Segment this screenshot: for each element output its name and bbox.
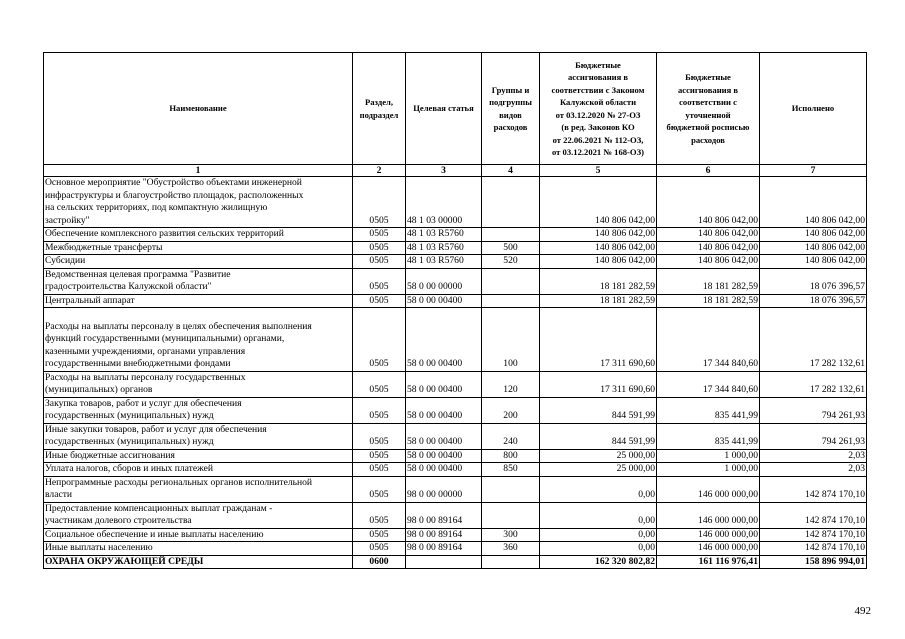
row-target [406, 555, 482, 569]
row-name: Центральный аппарат [44, 294, 353, 308]
row-refined-amount: 17 344 840,60 [657, 308, 760, 372]
row-executed-amount: 2,03 [760, 449, 867, 463]
row-group: 300 [482, 528, 540, 542]
row-law-amount: 18 181 282,59 [540, 294, 657, 308]
row-executed-amount: 158 896 994,01 [760, 555, 867, 569]
row-target: 58 0 00 00400 [406, 308, 482, 372]
row-executed-amount: 17 282 132,61 [760, 308, 867, 372]
table-row [44, 542, 867, 556]
row-executed-amount: 17 282 132,61 [760, 371, 867, 397]
row-name: Социальное обеспечение и иные выплаты населению [44, 528, 353, 542]
row-section: 0505 [353, 397, 406, 423]
row-name: Ведомственная целевая программа "Развитие градостроительства Калужской области" [44, 268, 353, 294]
row-section: 0505 [353, 294, 406, 308]
table-row [44, 228, 867, 242]
row-executed-amount: 140 806 042,00 [760, 228, 867, 242]
column-number-row [44, 165, 867, 177]
row-name: Иные выплаты населению [44, 542, 353, 556]
row-group: 100 [482, 308, 540, 372]
row-section: 0505 [353, 255, 406, 269]
row-name: Иные закупки товаров, работ и услуг для обеспечения государственных (муниципальных) нужд [44, 423, 353, 449]
row-name: Расходы на выплаты персоналу государственных (муниципальных) органов [44, 371, 353, 397]
table-row [44, 268, 867, 294]
row-name: Межбюджетные трансферты [44, 241, 353, 255]
table-row [44, 294, 867, 308]
row-section: 0505 [353, 476, 406, 502]
row-target: 58 0 00 00400 [406, 371, 482, 397]
row-executed-amount: 794 261,93 [760, 397, 867, 423]
row-target: 48 1 03 R5760 [406, 228, 482, 242]
col-number: 7 [760, 165, 867, 177]
table-row [44, 397, 867, 423]
row-refined-amount: 146 000 000,00 [657, 502, 760, 528]
row-name: Обеспечение комплексного развития сельских территорий [44, 228, 353, 242]
row-name: Уплата налогов, сборов и иных платежей [44, 463, 353, 477]
row-refined-amount: 1 000,00 [657, 449, 760, 463]
row-law-amount: 140 806 042,00 [540, 241, 657, 255]
row-law-amount: 0,00 [540, 528, 657, 542]
row-group [482, 268, 540, 294]
row-group [482, 177, 540, 228]
page-number: 492 [854, 605, 871, 617]
row-executed-amount: 18 076 396,57 [760, 294, 867, 308]
row-law-amount: 25 000,00 [540, 449, 657, 463]
row-group: 240 [482, 423, 540, 449]
row-section: 0505 [353, 463, 406, 477]
row-group: 120 [482, 371, 540, 397]
row-refined-amount: 161 116 976,41 [657, 555, 760, 569]
row-section: 0505 [353, 268, 406, 294]
row-name: Субсидии [44, 255, 353, 269]
header-law-allocations: Бюджетные ассигнования в соответствии с Законом Калужской области от 03.12.2020 № 27-ОЗ (в ред. Законов КО от 22.06.2021 № 112-ОЗ, от 03.12.2021 № 168-ОЗ) [540, 53, 657, 165]
row-law-amount: 140 806 042,00 [540, 255, 657, 269]
row-executed-amount: 18 076 396,57 [760, 268, 867, 294]
row-name: Предоставление компенсационных выплат гражданам - участникам долевого строительства [44, 502, 353, 528]
row-section: 0505 [353, 177, 406, 228]
header-name: Наименование [44, 53, 353, 165]
row-executed-amount: 142 874 170,10 [760, 542, 867, 556]
row-section: 0505 [353, 423, 406, 449]
row-law-amount: 17 311 690,60 [540, 308, 657, 372]
row-name: Иные бюджетные ассигнования [44, 449, 353, 463]
row-group [482, 228, 540, 242]
row-target: 58 0 00 00000 [406, 268, 482, 294]
row-group [482, 294, 540, 308]
table-row [44, 463, 867, 477]
row-refined-amount: 146 000 000,00 [657, 528, 760, 542]
row-law-amount: 0,00 [540, 476, 657, 502]
row-group: 500 [482, 241, 540, 255]
row-section: 0600 [353, 555, 406, 569]
row-name: Основное мероприятие "Обустройство объектами инженерной инфраструктуры и благоустройство площадок, расположенных на сельских территориях, под компактную жилищную застройку" [44, 177, 353, 228]
header-groups: Группы и подгруппы видов расходов [482, 53, 540, 165]
row-refined-amount: 140 806 042,00 [657, 228, 760, 242]
row-law-amount: 18 181 282,59 [540, 268, 657, 294]
col-number: 4 [482, 165, 540, 177]
row-group: 200 [482, 397, 540, 423]
row-group: 850 [482, 463, 540, 477]
row-refined-amount: 835 441,99 [657, 397, 760, 423]
row-group: 520 [482, 255, 540, 269]
row-executed-amount: 142 874 170,10 [760, 476, 867, 502]
row-section: 0505 [353, 371, 406, 397]
table-row [44, 308, 867, 372]
row-group: 800 [482, 449, 540, 463]
table-row [44, 555, 867, 569]
row-law-amount: 0,00 [540, 502, 657, 528]
row-refined-amount: 17 344 840,60 [657, 371, 760, 397]
row-target: 58 0 00 00400 [406, 397, 482, 423]
row-law-amount: 17 311 690,60 [540, 371, 657, 397]
row-target: 98 0 00 00000 [406, 476, 482, 502]
row-executed-amount: 2,03 [760, 463, 867, 477]
row-group [482, 502, 540, 528]
row-executed-amount: 142 874 170,10 [760, 528, 867, 542]
row-executed-amount: 140 806 042,00 [760, 255, 867, 269]
row-executed-amount: 794 261,93 [760, 423, 867, 449]
row-refined-amount: 140 806 042,00 [657, 255, 760, 269]
col-number: 1 [44, 165, 353, 177]
row-group [482, 476, 540, 502]
table-row [44, 502, 867, 528]
row-refined-amount: 18 181 282,59 [657, 268, 760, 294]
row-target: 48 1 03 R5760 [406, 255, 482, 269]
row-group: 360 [482, 542, 540, 556]
row-refined-amount: 18 181 282,59 [657, 294, 760, 308]
row-section: 0505 [353, 228, 406, 242]
row-name: Непрограммные расходы региональных органов исполнительной власти [44, 476, 353, 502]
col-number: 2 [353, 165, 406, 177]
row-law-amount: 0,00 [540, 542, 657, 556]
table-row [44, 476, 867, 502]
row-target: 58 0 00 00400 [406, 449, 482, 463]
col-number: 3 [406, 165, 482, 177]
header-refined-allocations: Бюджетные ассигнования в соответствии с уточненной бюджетной росписью расходов [657, 53, 760, 165]
row-target: 58 0 00 00400 [406, 463, 482, 477]
row-law-amount: 25 000,00 [540, 463, 657, 477]
table-row [44, 255, 867, 269]
row-target: 48 1 03 00000 [406, 177, 482, 228]
row-refined-amount: 1 000,00 [657, 463, 760, 477]
row-law-amount: 140 806 042,00 [540, 177, 657, 228]
header-executed: Исполнено [760, 53, 867, 165]
row-refined-amount: 140 806 042,00 [657, 241, 760, 255]
row-executed-amount: 140 806 042,00 [760, 177, 867, 228]
row-law-amount: 162 320 802,82 [540, 555, 657, 569]
row-group [482, 555, 540, 569]
row-target: 58 0 00 00400 [406, 423, 482, 449]
row-executed-amount: 140 806 042,00 [760, 241, 867, 255]
row-section: 0505 [353, 449, 406, 463]
row-executed-amount: 142 874 170,10 [760, 502, 867, 528]
col-number: 6 [657, 165, 760, 177]
row-name: Закупка товаров, работ и услуг для обеспечения государственных (муниципальных) нужд [44, 397, 353, 423]
header-section: Раздел, подраздел [353, 53, 406, 165]
row-law-amount: 844 591,99 [540, 423, 657, 449]
row-section: 0505 [353, 241, 406, 255]
table-row [44, 423, 867, 449]
row-section: 0505 [353, 502, 406, 528]
table-row [44, 241, 867, 255]
row-refined-amount: 140 806 042,00 [657, 177, 760, 228]
row-name: Расходы на выплаты персоналу в целях обеспечения выполнения функций государственными (муниципальными) органами, казенными учреждениями, органами управления государственными внебюджетными фондами [44, 308, 353, 372]
row-law-amount: 140 806 042,00 [540, 228, 657, 242]
budget-table [43, 52, 867, 569]
row-refined-amount: 146 000 000,00 [657, 476, 760, 502]
row-name: ОХРАНА ОКРУЖАЮЩЕЙ СРЕДЫ [44, 555, 353, 569]
row-law-amount: 844 591,99 [540, 397, 657, 423]
row-refined-amount: 835 441,99 [657, 423, 760, 449]
row-refined-amount: 146 000 000,00 [657, 542, 760, 556]
table-row [44, 177, 867, 228]
row-target: 58 0 00 00400 [406, 294, 482, 308]
table-row [44, 528, 867, 542]
row-section: 0505 [353, 542, 406, 556]
header-target: Целевая статья [406, 53, 482, 165]
row-target: 98 0 00 89164 [406, 542, 482, 556]
col-number: 5 [540, 165, 657, 177]
row-target: 98 0 00 89164 [406, 528, 482, 542]
row-section: 0505 [353, 308, 406, 372]
row-section: 0505 [353, 528, 406, 542]
row-target: 48 1 03 R5760 [406, 241, 482, 255]
row-target: 98 0 00 89164 [406, 502, 482, 528]
table-row [44, 449, 867, 463]
table-row [44, 371, 867, 397]
